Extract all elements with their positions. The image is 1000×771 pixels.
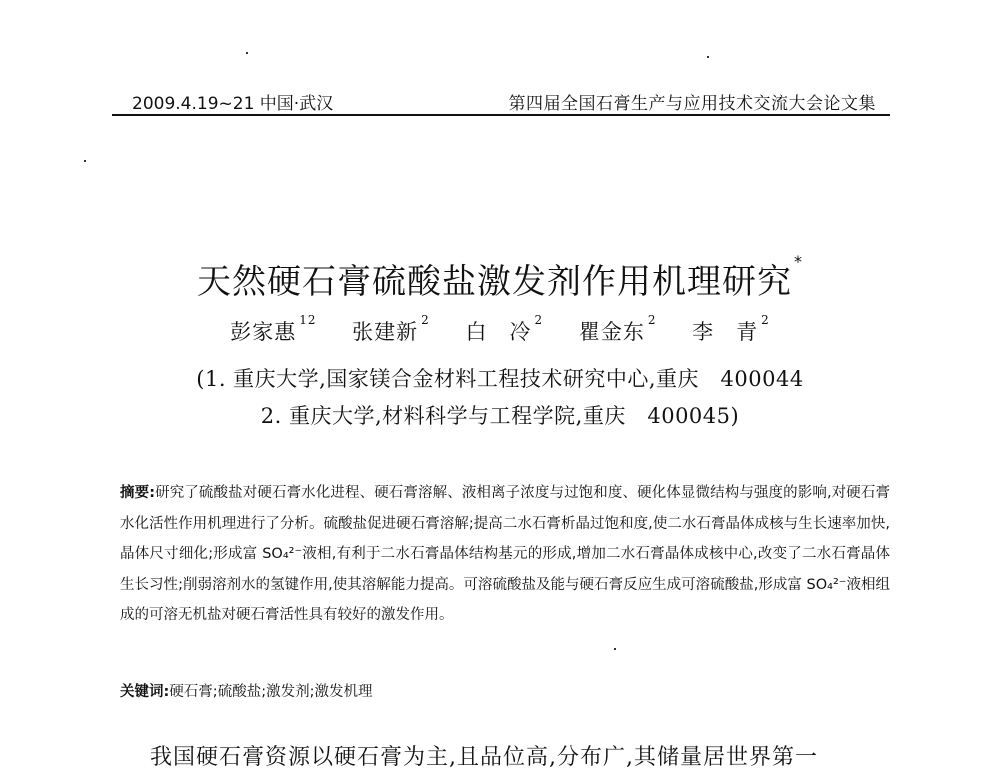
scan-speck [84, 160, 86, 162]
author-name: 彭家惠 [230, 320, 297, 344]
author [352, 313, 430, 346]
affiliation-2: 2. 重庆大学,材料科学与工程学院,重庆 400045) [260, 404, 740, 428]
title-footnote-mark: * [794, 252, 803, 271]
author [465, 313, 544, 346]
author [230, 313, 317, 346]
author [692, 313, 770, 346]
paper-title [0, 254, 1000, 303]
author-name: 张建新 [352, 320, 419, 344]
scan-speck [246, 52, 248, 54]
author-affiliation: 2 [421, 313, 430, 327]
author-list [0, 313, 1000, 346]
header-date-location: 2009.4.19~21 中国·武汉 [132, 94, 334, 114]
affiliation-1: (1. 重庆大学,国家镁合金材料工程技术研究中心,重庆 400044 [196, 367, 804, 391]
keywords-label: 关键词: [120, 684, 170, 700]
author-affiliation: 2 [647, 313, 657, 327]
body-text-first-line: 我国硬石膏资源以硬石膏为主,且品位高,分布广,其储量居世界第一 [150, 745, 818, 770]
author-affiliation: 12 [299, 313, 317, 327]
keywords [120, 680, 372, 701]
author-affiliation: 2 [534, 313, 544, 327]
author [578, 313, 657, 346]
scan-speck [614, 648, 616, 650]
abstract [120, 478, 890, 631]
header-proceedings-title: 第四届全国石膏生产与应用技术交流大会论文集 [508, 94, 876, 114]
running-header [112, 88, 890, 114]
author-name: 瞿金东 [578, 320, 645, 344]
abstract-label: 摘要: [120, 485, 156, 501]
keywords-text: 硬石膏;硫酸盐;激发剂;激发机理 [169, 684, 373, 700]
abstract-text: 研究了硫酸盐对硬石膏水化进程、硬石膏溶解、液相离子浓度与过饱和度、硬化体显微结构与强度的影响,对硬石膏水化活性作用机理进行了分析。硫酸盐促进硬石膏溶解;提高二水石膏析晶过饱和度,使二水石膏晶体成核与生长速率加快,晶体尺寸细化;形成富 SO₄²⁻液相,有利于二水石膏晶体结构基元的形成,增加二水石膏晶体成核中心,改变了二水石膏晶体生长习性;削弱溶剂水的氢键作用,使其溶解能力提高。可溶硫酸盐及能与硬石膏反应生成可溶硫酸盐,形成富 SO₄²⁻液相组成的可溶无机盐对硬石膏活性具有较好的激发作用。 [120, 485, 890, 624]
author-affiliation: 2 [761, 313, 770, 327]
author-name: 李 青 [692, 320, 759, 344]
paper-title-text: 天然硬石膏硫酸盐激发剂作用机理研究 [197, 262, 792, 302]
header-rule [112, 114, 890, 116]
author-name: 白 冷 [465, 320, 532, 344]
scan-speck [707, 56, 709, 58]
